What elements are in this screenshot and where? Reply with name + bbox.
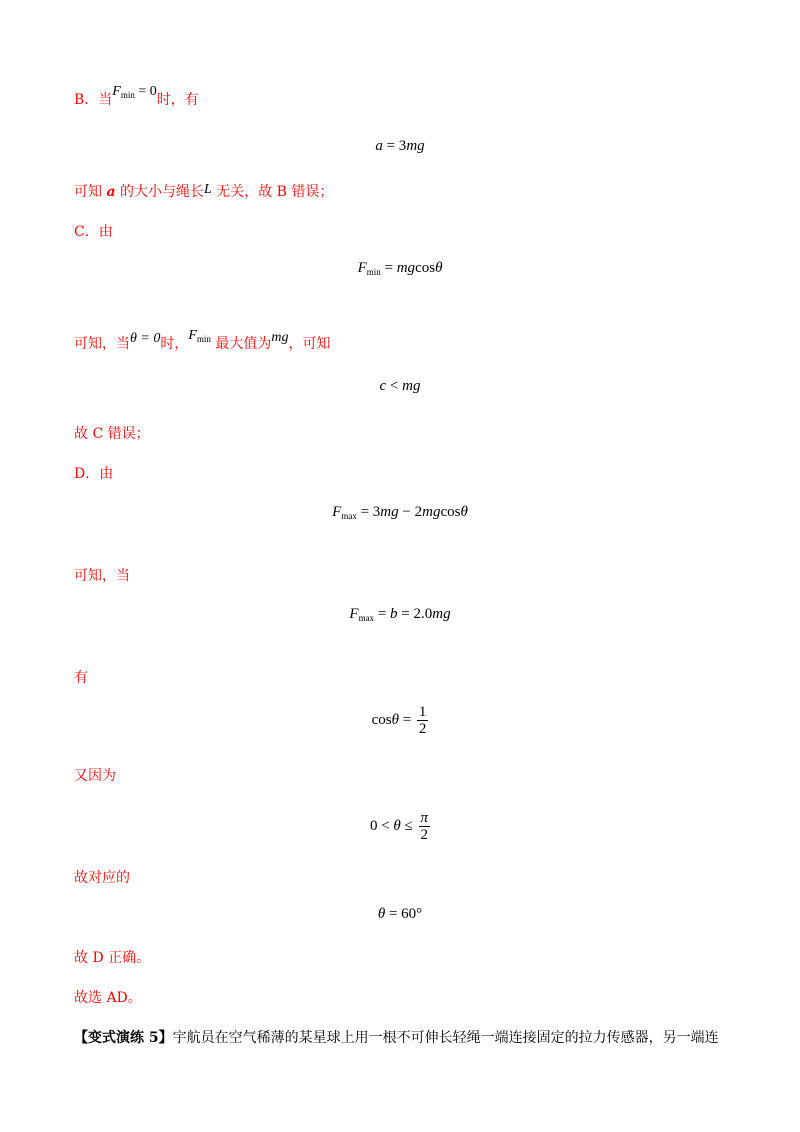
text-corresponding: 故对应的	[74, 870, 130, 886]
equation-fmin	[0, 258, 800, 282]
b-conc-var-L: L	[203, 182, 212, 197]
b-conc-part3: 无关，故 B 错误；	[211, 184, 334, 200]
option-d-correct: 故 D 正确。	[74, 950, 151, 966]
text-because: 又因为	[74, 768, 116, 784]
c-conc-F: F	[188, 328, 197, 343]
eq3-lhs: c	[379, 378, 387, 394]
eq6-cos: cos	[371, 711, 392, 728]
eq3-op: <	[386, 378, 403, 394]
eq7-numerator: π	[420, 810, 429, 826]
eq6-numerator: 1	[418, 704, 427, 720]
c-conc-sub: min	[196, 334, 211, 344]
answer-line: 故选 AD。	[74, 990, 142, 1006]
option-b-line	[74, 84, 199, 114]
option-b-prefix: B．当	[74, 92, 113, 108]
eq5-op1: =	[374, 606, 391, 622]
eq7-denominator: 2	[420, 827, 429, 843]
eq4-sub: max	[341, 511, 357, 521]
eq5-F: F	[349, 606, 359, 622]
option-c-conclusion	[74, 328, 331, 358]
option-b-inline-math	[112, 84, 156, 99]
equation-theta-60	[0, 904, 800, 924]
eq8-rhs: = 60°	[385, 906, 423, 922]
eq8-theta: θ	[377, 906, 386, 922]
eq3-rhs: mg	[402, 378, 421, 394]
eq7-fraction	[419, 810, 431, 843]
equation-a-eq-3mg	[0, 136, 800, 156]
eq2-sub: min	[366, 267, 381, 277]
eq1-rhs: mg	[406, 138, 425, 154]
eq4-F: F	[332, 504, 342, 520]
next-problem-line	[74, 1028, 719, 1048]
next-problem-label: 【变式演练 5】	[74, 1030, 173, 1046]
c-conc-part1: 可知，当	[74, 336, 130, 352]
eq1-lhs: a	[375, 138, 383, 154]
c-conc-part4: ，可知	[288, 336, 331, 352]
eq6-fraction	[417, 704, 429, 737]
b-conc-part1: 可知	[74, 184, 107, 200]
option-b-conclusion	[74, 182, 333, 203]
eq5-b: b	[390, 606, 398, 622]
next-problem-text: 宇航员在空气稀薄的某星球上用一根不可伸长轻绳一端连接固定的拉力传感器，另一端连	[172, 1030, 719, 1046]
eq7-lhs: 0 <	[369, 817, 394, 834]
eq4-mg1: mg	[380, 504, 399, 520]
math-sub-min: min	[120, 90, 135, 100]
eq2-cos: cos	[415, 260, 436, 276]
eq6-op: =	[398, 711, 415, 728]
math-F: F	[112, 84, 121, 99]
eq5-mg: mg	[432, 606, 451, 622]
eq6-denominator: 2	[418, 721, 427, 737]
eq1-op: = 3	[382, 138, 407, 154]
equation-theta-range	[0, 810, 800, 843]
c-conc-theta-eq: θ = 0	[130, 331, 161, 346]
eq7-op: ≤	[400, 817, 417, 834]
equation-c-lt-mg	[0, 376, 800, 396]
option-b-suffix: 时，有	[156, 92, 199, 108]
c-conc-part2: 时，	[160, 336, 189, 352]
eq4-theta: θ	[460, 504, 468, 520]
eq2-mg: mg	[396, 260, 416, 276]
eq2-F: F	[357, 260, 367, 276]
equation-cos-half	[0, 704, 800, 737]
eq4-op1: = 3	[356, 504, 381, 520]
c-conc-fmin	[188, 328, 211, 343]
eq4-mg2: mg	[422, 504, 441, 520]
b-conc-var-a: a	[106, 184, 116, 200]
eq5-sub: max	[358, 613, 375, 623]
eq6-theta: θ	[391, 711, 399, 728]
eq5-op2: = 2.0	[397, 606, 433, 622]
eq4-op2: − 2	[398, 504, 423, 520]
option-d-when: 可知，当	[74, 568, 130, 584]
c-conc-mg: mg	[271, 330, 289, 345]
equation-fmax-b	[0, 604, 800, 628]
b-conc-part2: 的大小与绳长	[115, 184, 204, 200]
eq2-theta: θ	[435, 260, 443, 276]
equation-fmax	[0, 502, 800, 526]
eq7-theta: θ	[393, 817, 401, 834]
c-conc-part3: 最大值为	[210, 336, 272, 352]
option-d-line: D．由	[74, 466, 114, 482]
text-you: 有	[74, 670, 88, 686]
eq2-op: =	[380, 260, 397, 276]
eq4-cos: cos	[440, 504, 461, 520]
option-c-line: C．由	[74, 224, 113, 240]
option-c-wrong: 故 C 错误；	[74, 426, 150, 442]
math-eq-zero: = 0	[134, 84, 157, 99]
